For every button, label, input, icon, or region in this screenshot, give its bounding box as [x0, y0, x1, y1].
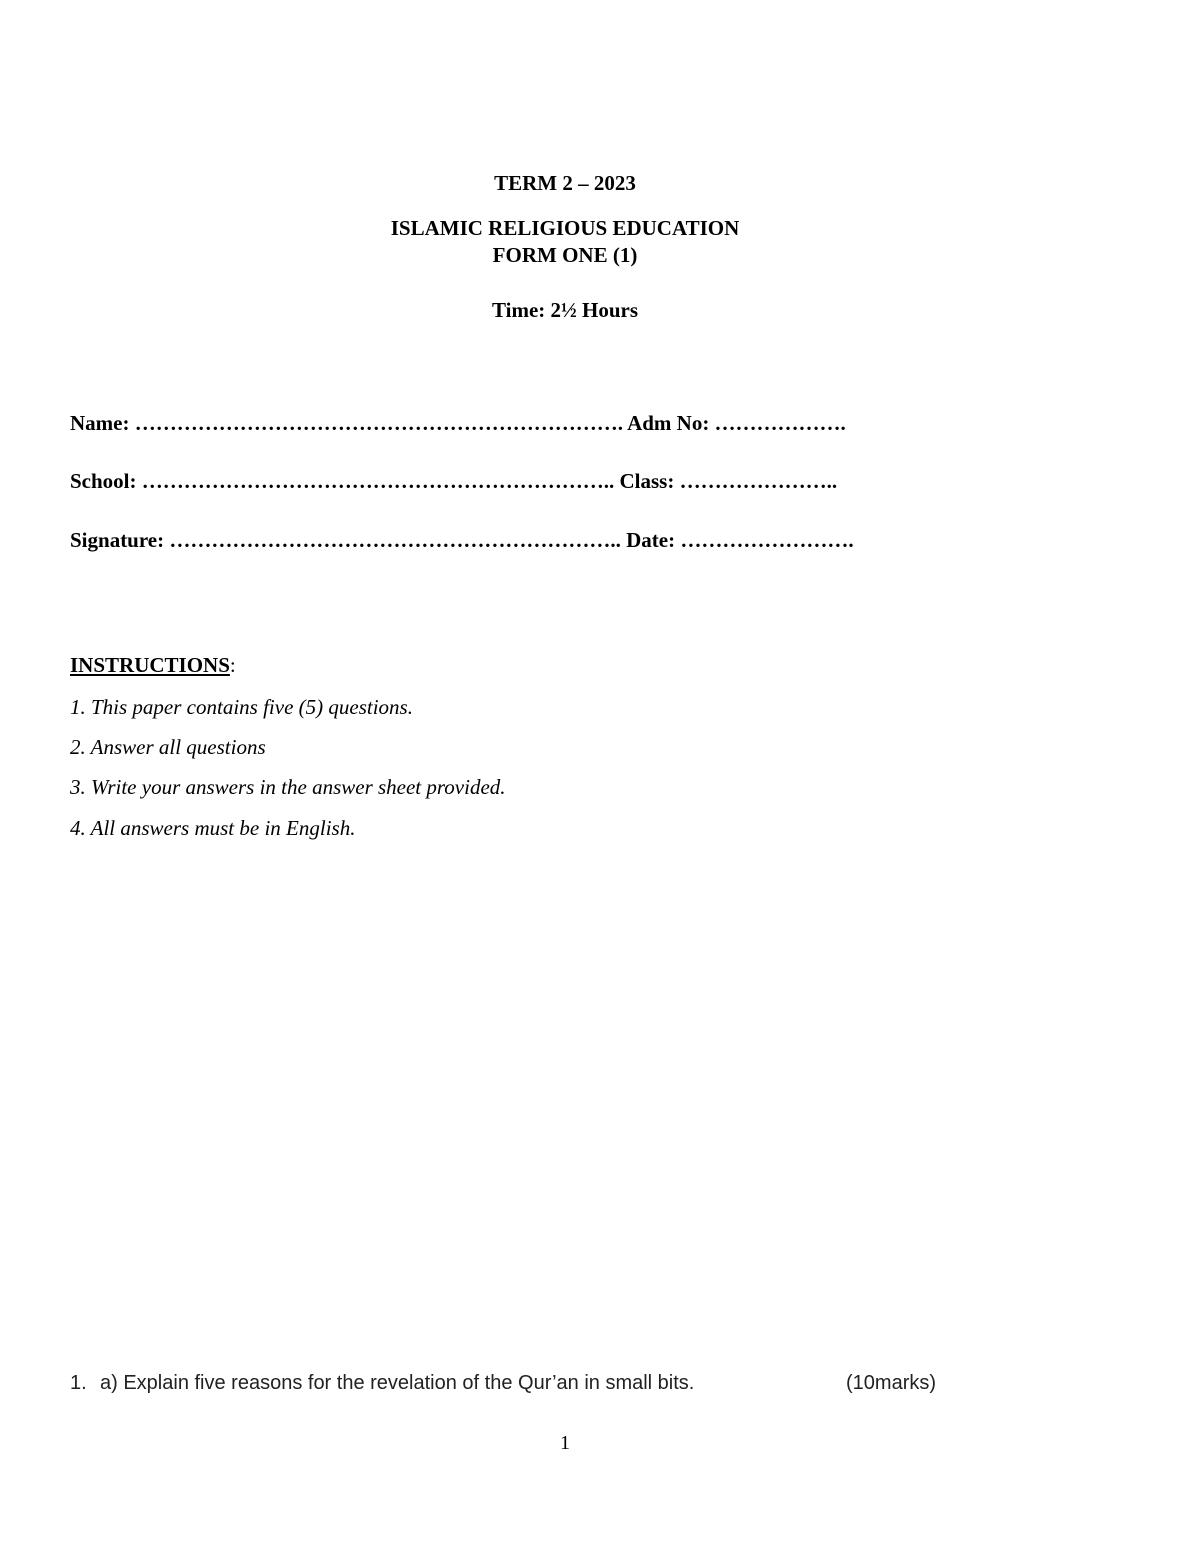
subject-heading: ISLAMIC RELIGIOUS EDUCATION: [390, 216, 740, 240]
instructions-title: INSTRUCTIONS: [70, 653, 230, 677]
question-marks: (10marks): [846, 1372, 937, 1394]
time-heading: Time: 2½ Hours: [491, 298, 639, 322]
instructions-heading: [70, 652, 236, 678]
name-adm-field: Name: ……………………………………………………………. Adm No: ……………….: [70, 411, 846, 435]
instruction-item: 2. Answer all questions: [70, 735, 266, 759]
instruction-item: 3. Write your answers in the answer sheet provided.: [70, 775, 506, 799]
instruction-item: 1. This paper contains five (5) questions.: [70, 695, 413, 719]
page-number: 1: [560, 1432, 570, 1454]
question-text: a) Explain five reasons for the revelation of the Qur’an in small bits.: [100, 1372, 695, 1394]
instructions-colon: :: [229, 653, 236, 677]
question-1: [70, 1370, 694, 1396]
signature-date-field: Signature: ……………………………………………………….. Date: …………………….: [70, 528, 854, 552]
form-heading: FORM ONE (1): [492, 243, 638, 267]
question-number: 1.: [70, 1372, 87, 1394]
instruction-item: 4. All answers must be in English.: [70, 816, 356, 840]
term-heading: TERM 2 – 2023: [494, 171, 636, 195]
school-class-field: School: ………………………………………………………….. Class: …………………..: [70, 469, 838, 493]
